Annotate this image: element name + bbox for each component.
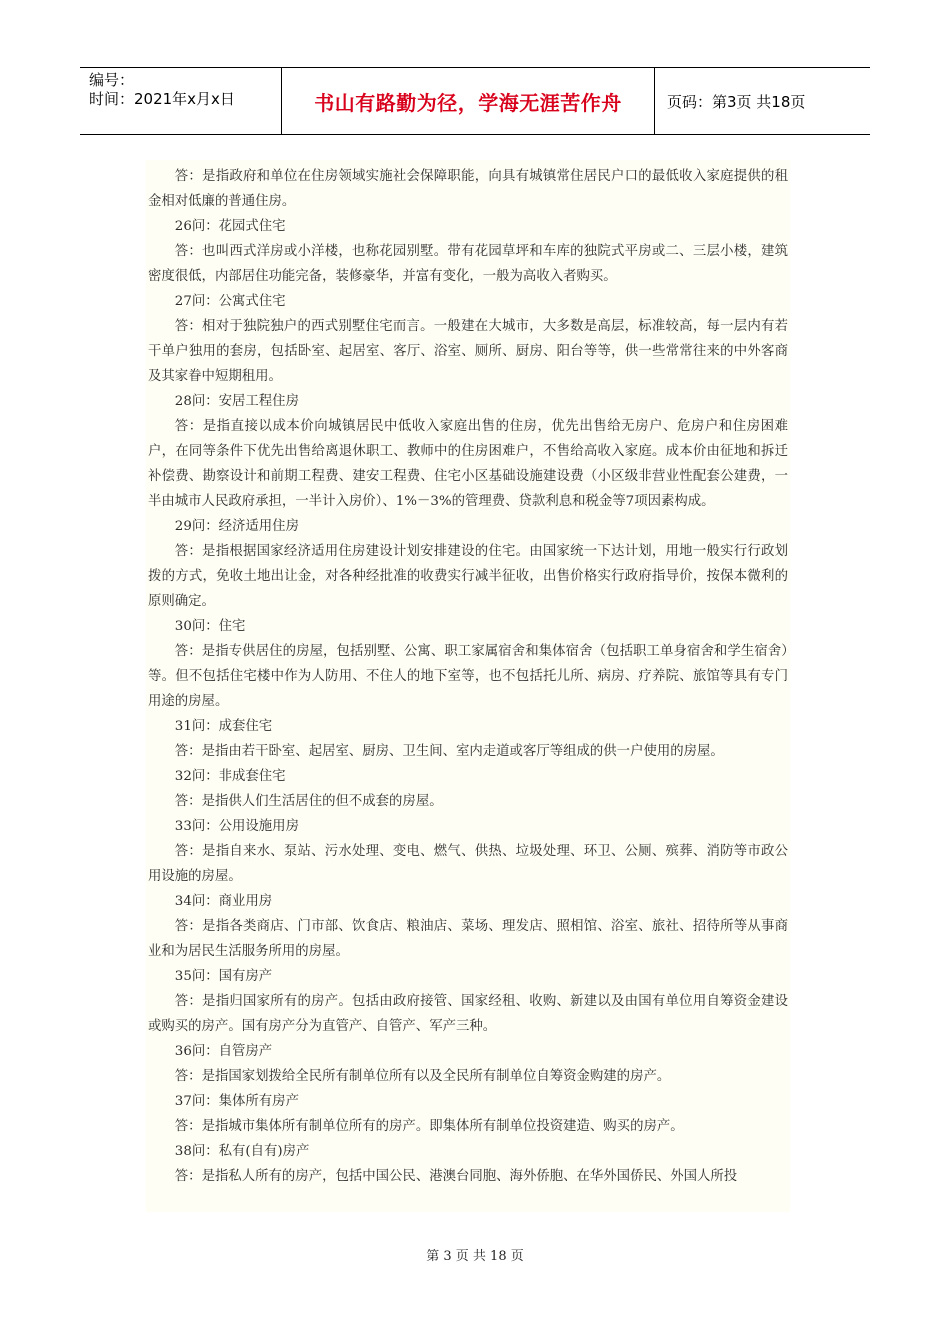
paragraph: 答：是指由若干卧室、起居室、厨房、卫生间、室内走道或客厅等组成的供一户使用的房屋。 bbox=[174, 744, 724, 759]
question-heading: 27问：公寓式住宅 bbox=[174, 294, 286, 309]
paragraph: 答：相对于独院独户的西式别墅住宅而言。一般建在大城市，大多数是高层，标准较高，每一层内有若干单户独用的套房，包括卧室、起居室、客厅、浴室、厕所、厨房、阳台等等，供一些常常往来的中外客商及其家眷中短期租用。 bbox=[148, 319, 788, 384]
page-header bbox=[80, 67, 870, 135]
header-page-info: 页码：第3页 共18页 bbox=[667, 92, 806, 111]
question-heading: 33问：公用设施用房 bbox=[174, 819, 299, 834]
paragraph: 答：是指私人所有的房产，包括中国公民、港澳台同胞、海外侨胞、在华外国侨民、外国人所投 bbox=[174, 1169, 738, 1184]
paragraph: 答：是指政府和单位在住房领域实施社会保障职能，向具有城镇常住居民户口的最低收入家庭提供的租金相对低廉的普通住房。 bbox=[148, 169, 788, 209]
question-heading: 30问：住宅 bbox=[174, 619, 246, 634]
question-heading: 26问：花园式住宅 bbox=[174, 219, 286, 234]
question-heading: 34问：商业用房 bbox=[174, 894, 273, 909]
question-heading: 32问：非成套住宅 bbox=[174, 769, 286, 784]
code-label: 编号： bbox=[89, 71, 135, 89]
paragraph: 答：是指自来水、泵站、污水处理、变电、燃气、供热、垃圾处理、环卫、公厕、殡葬、消防等市政公用设施的房屋。 bbox=[148, 844, 788, 884]
question-heading: 29问：经济适用住房 bbox=[174, 519, 299, 534]
question-heading: 37问：集体所有房产 bbox=[174, 1094, 299, 1109]
paragraph: 答：是指归国家所有的房产。包括由政府接管、国家经租、收购、新建以及由国有单位用自筹资金建设或购买的房产。国有房产分为直管产、自管产、军产三种。 bbox=[148, 994, 788, 1034]
time-label: 时间：2021年x月x日 bbox=[89, 90, 235, 108]
paragraph: 答：是指国家划拨给全民所有制单位所有以及全民所有制单位自筹资金购建的房产。 bbox=[174, 1069, 671, 1084]
paragraph: 答：是指城市集体所有制单位所有的房产。即集体所有制单位投资建造、购买的房产。 bbox=[174, 1119, 684, 1134]
question-heading: 28问：安居工程住房 bbox=[174, 394, 299, 409]
paragraph: 答：是指专供居住的房屋，包括别墅、公寓、职工家属宿舍和集体宿舍（包括职工单身宿舍和学生宿舍）等。但不包括住宅楼中作为人防用、不住人的地下室等，也不包括托儿所、病房、疗养院、旅馆等具有专门用途的房屋。 bbox=[148, 644, 788, 709]
header-motto: 书山有路勤为径，学海无涯苦作舟 bbox=[281, 68, 655, 134]
question-heading: 38问：私有(自有)房产 bbox=[174, 1144, 310, 1159]
paragraph: 答：是指直接以成本价向城镇居民中低收入家庭出售的住房，优先出售给无房户、危房户和住房困难户，在同等条件下优先出售给离退休职工、教师中的住房困难户，不售给高收入家庭。成本价由征地和拆迁补偿费、勘察设计和前期工程费、建安工程费、住宅小区基础设施建设费（小区级非营业性配套公建费，一半由城市人民政府承担，一半计入房价）、1%－3%的管理费、贷款利息和税金等7项因素构成。 bbox=[148, 419, 788, 509]
paragraph: 答：也叫西式洋房或小洋楼，也称花园别墅。带有花园草坪和车库的独院式平房或二、三层小楼，建筑密度很低，内部居住功能完备，装修豪华，并富有变化，一般为高收入者购买。 bbox=[148, 244, 788, 284]
question-heading: 36问：自管房产 bbox=[174, 1044, 273, 1059]
paragraph: 答：是指根据国家经济适用住房建设计划安排建设的住宅。由国家统一下达计划，用地一般实行行政划拨的方式，免收土地出让金，对各种经批准的收费实行减半征收，出售价格实行政府指导价，按保本微利的原则确定。 bbox=[148, 544, 788, 609]
paragraph: 答：是指各类商店、门市部、饮食店、粮油店、菜场、理发店、照相馆、浴室、旅社、招待所等从事商业和为居民生活服务所用的房屋。 bbox=[148, 919, 788, 959]
question-heading: 35问：国有房产 bbox=[174, 969, 273, 984]
document-body bbox=[146, 160, 790, 1212]
page-footer: 第 3 页 共 18 页 bbox=[426, 1249, 524, 1264]
paragraph: 答：是指供人们生活居住的但不成套的房屋。 bbox=[174, 794, 443, 809]
header-meta bbox=[80, 68, 281, 134]
question-heading: 31问：成套住宅 bbox=[174, 719, 273, 734]
